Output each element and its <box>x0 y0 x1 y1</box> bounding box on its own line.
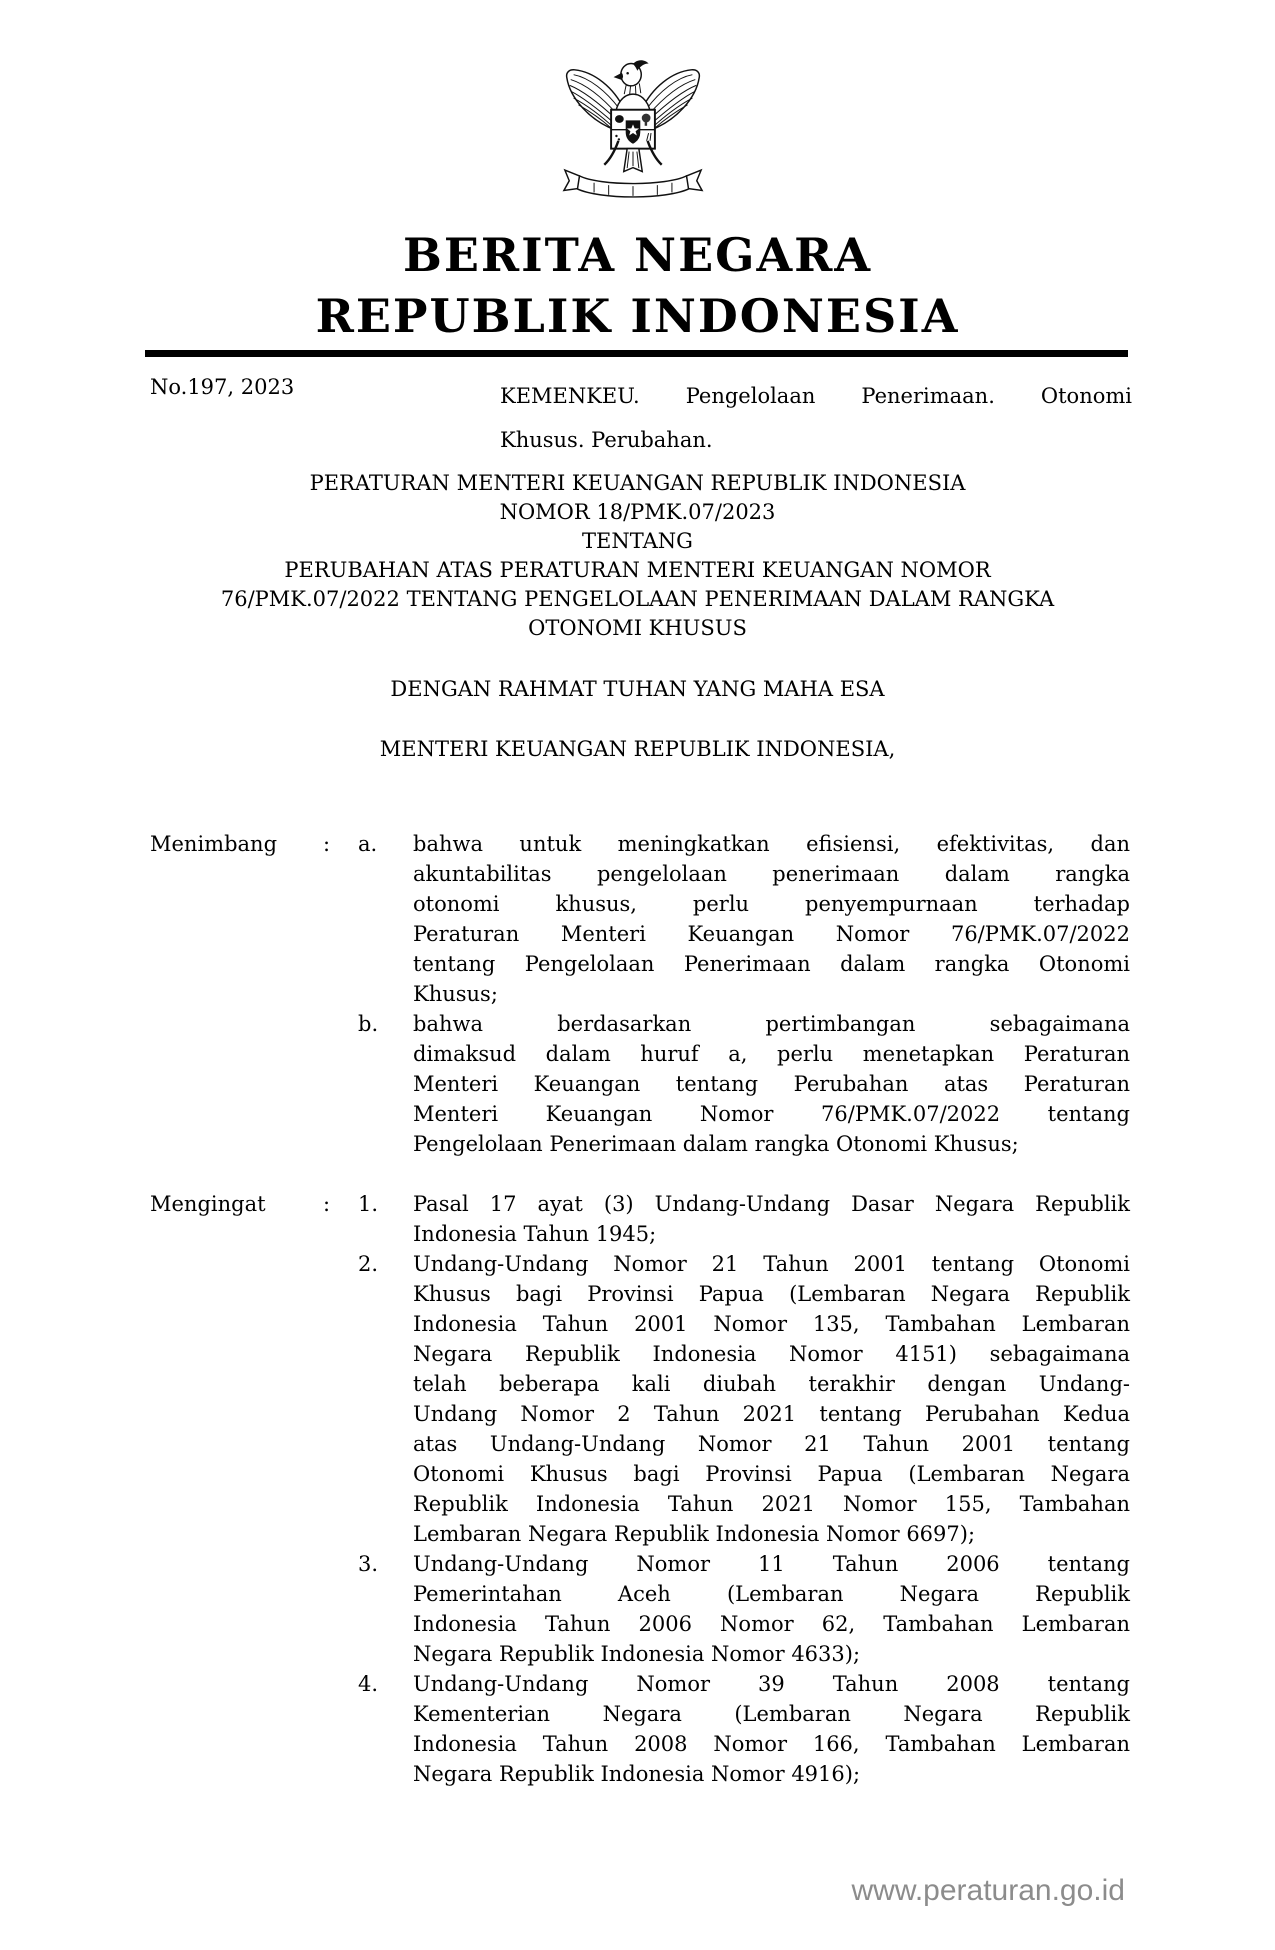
menimbang-colon: : <box>323 832 331 856</box>
menimbang-label: Menimbang <box>150 832 278 856</box>
item-marker: b. <box>358 1012 379 1036</box>
text-line: Khusus; <box>413 982 498 1006</box>
masthead-line2: REPUBLIK INDONESIA <box>315 289 960 343</box>
text-line: dimaksud dalam huruf a, perlu menetapkan Peraturan <box>413 1042 1130 1066</box>
text-line: bahwa berdasarkan pertimbangan sebagaimana <box>413 1012 1130 1036</box>
text-line: Pasal 17 ayat (3) Undang-Undang Dasar Negara Republik <box>413 1192 1130 1216</box>
text-line: Republik Indonesia Tahun 2021 Nomor 155, Tambahan <box>413 1492 1130 1516</box>
text-line: Indonesia Tahun 1945; <box>413 1222 657 1246</box>
item-marker: 1. <box>358 1192 379 1216</box>
title-line: PERUBAHAN ATAS PERATURAN MENTERI KEUANGAN NOMOR <box>284 558 991 582</box>
text-line: Indonesia Tahun 2006 Nomor 62, Tambahan Lembaran <box>413 1612 1130 1636</box>
text-line: Indonesia Tahun 2008 Nomor 166, Tambahan Lembaran <box>413 1732 1130 1756</box>
item-marker: 3. <box>358 1552 379 1576</box>
mengingat-label: Mengingat <box>150 1192 266 1216</box>
text-line: Kementerian Negara (Lembaran Negara Republik <box>413 1702 1130 1726</box>
item-marker: 2. <box>358 1252 379 1276</box>
item-text <box>413 1189 1130 1249</box>
text-line: akuntabilitas pengelolaan penerimaan dalam rangka <box>413 862 1130 886</box>
item-marker: a. <box>358 832 378 856</box>
text-line: Undang Nomor 2 Tahun 2021 tentang Perubahan Kedua <box>413 1402 1130 1426</box>
text-line: Undang-Undang Nomor 39 Tahun 2008 tentang <box>413 1672 1130 1696</box>
masthead-line1: BERITA NEGARA <box>402 228 873 282</box>
text-line: Indonesia Tahun 2001 Nomor 135, Tambahan Lembaran <box>413 1312 1130 1336</box>
masthead <box>0 225 1275 347</box>
website-watermark: www.peraturan.go.id <box>851 1874 1125 1907</box>
masthead-rule <box>145 350 1128 357</box>
item-text <box>413 829 1130 1009</box>
title-line: OTONOMI KHUSUS <box>528 616 747 640</box>
item-text <box>413 1009 1130 1159</box>
text-line: Pemerintahan Aceh (Lembaran Negara Republik <box>413 1582 1130 1606</box>
title-line: NOMOR 18/PMK.07/2023 <box>499 500 776 524</box>
text-line: Khusus bagi Provinsi Papua (Lembaran Negara Republik <box>413 1282 1130 1306</box>
text-line: otonomi khusus, perlu penyempurnaan terhadap <box>413 892 1130 916</box>
text-line: Otonomi Khusus bagi Provinsi Papua (Lembaran Negara <box>413 1462 1130 1486</box>
authority-line: MENTERI KEUANGAN REPUBLIK INDONESIA, <box>379 737 896 761</box>
gazette-number: No.197, 2023 <box>150 375 295 399</box>
text-line: telah beberapa kali diubah terakhir dengan Undang- <box>413 1372 1130 1396</box>
garuda-pancasila-emblem <box>560 58 706 214</box>
item-text <box>413 1249 1130 1549</box>
item-text <box>413 1549 1130 1669</box>
title-line: PERATURAN MENTERI KEUANGAN REPUBLIK INDONESIA <box>309 471 966 495</box>
mengingat-colon: : <box>323 1192 331 1216</box>
text-line: Lembaran Negara Republik Indonesia Nomor 6697); <box>413 1522 976 1546</box>
item-marker: 4. <box>358 1672 379 1696</box>
text-line: Undang-Undang Nomor 11 Tahun 2006 tentang <box>413 1552 1130 1576</box>
invocation-line: DENGAN RAHMAT TUHAN YANG MAHA ESA <box>390 677 885 701</box>
text-line: atas Undang-Undang Nomor 21 Tahun 2001 tentang <box>413 1432 1130 1456</box>
text-line: Pengelolaan Penerimaan dalam rangka Otonomi Khusus; <box>413 1132 1019 1156</box>
text-line: Negara Republik Indonesia Nomor 4916); <box>413 1762 861 1786</box>
text-line: Undang-Undang Nomor 21 Tahun 2001 tentang Otonomi <box>413 1252 1130 1276</box>
text-line: Menteri Keuangan Nomor 76/PMK.07/2022 tentang <box>413 1102 1130 1126</box>
gazette-subject-line: Khusus. Perubahan. <box>500 428 713 452</box>
text-line: Negara Republik Indonesia Nomor 4633); <box>413 1642 861 1666</box>
text-line: bahwa untuk meningkatkan efisiensi, efektivitas, dan <box>413 832 1130 856</box>
text-line: Peraturan Menteri Keuangan Nomor 76/PMK.07/2022 <box>413 922 1130 946</box>
gazette-subject <box>500 374 1132 462</box>
text-line: Menteri Keuangan tentang Perubahan atas Peraturan <box>413 1072 1130 1096</box>
gazette-subject-line: KEMENKEU. Pengelolaan Penerimaan. Otonomi <box>500 384 1132 408</box>
text-line: Negara Republik Indonesia Nomor 4151) sebagaimana <box>413 1342 1130 1366</box>
title-line: 76/PMK.07/2022 TENTANG PENGELOLAAN PENERIMAAN DALAM RANGKA <box>220 587 1055 611</box>
title-line: TENTANG <box>582 529 693 553</box>
regulation-title <box>0 469 1275 643</box>
text-line: tentang Pengelolaan Penerimaan dalam rangka Otonomi <box>413 952 1130 976</box>
garuda-pancasila-icon <box>560 58 706 214</box>
item-text <box>413 1669 1130 1789</box>
